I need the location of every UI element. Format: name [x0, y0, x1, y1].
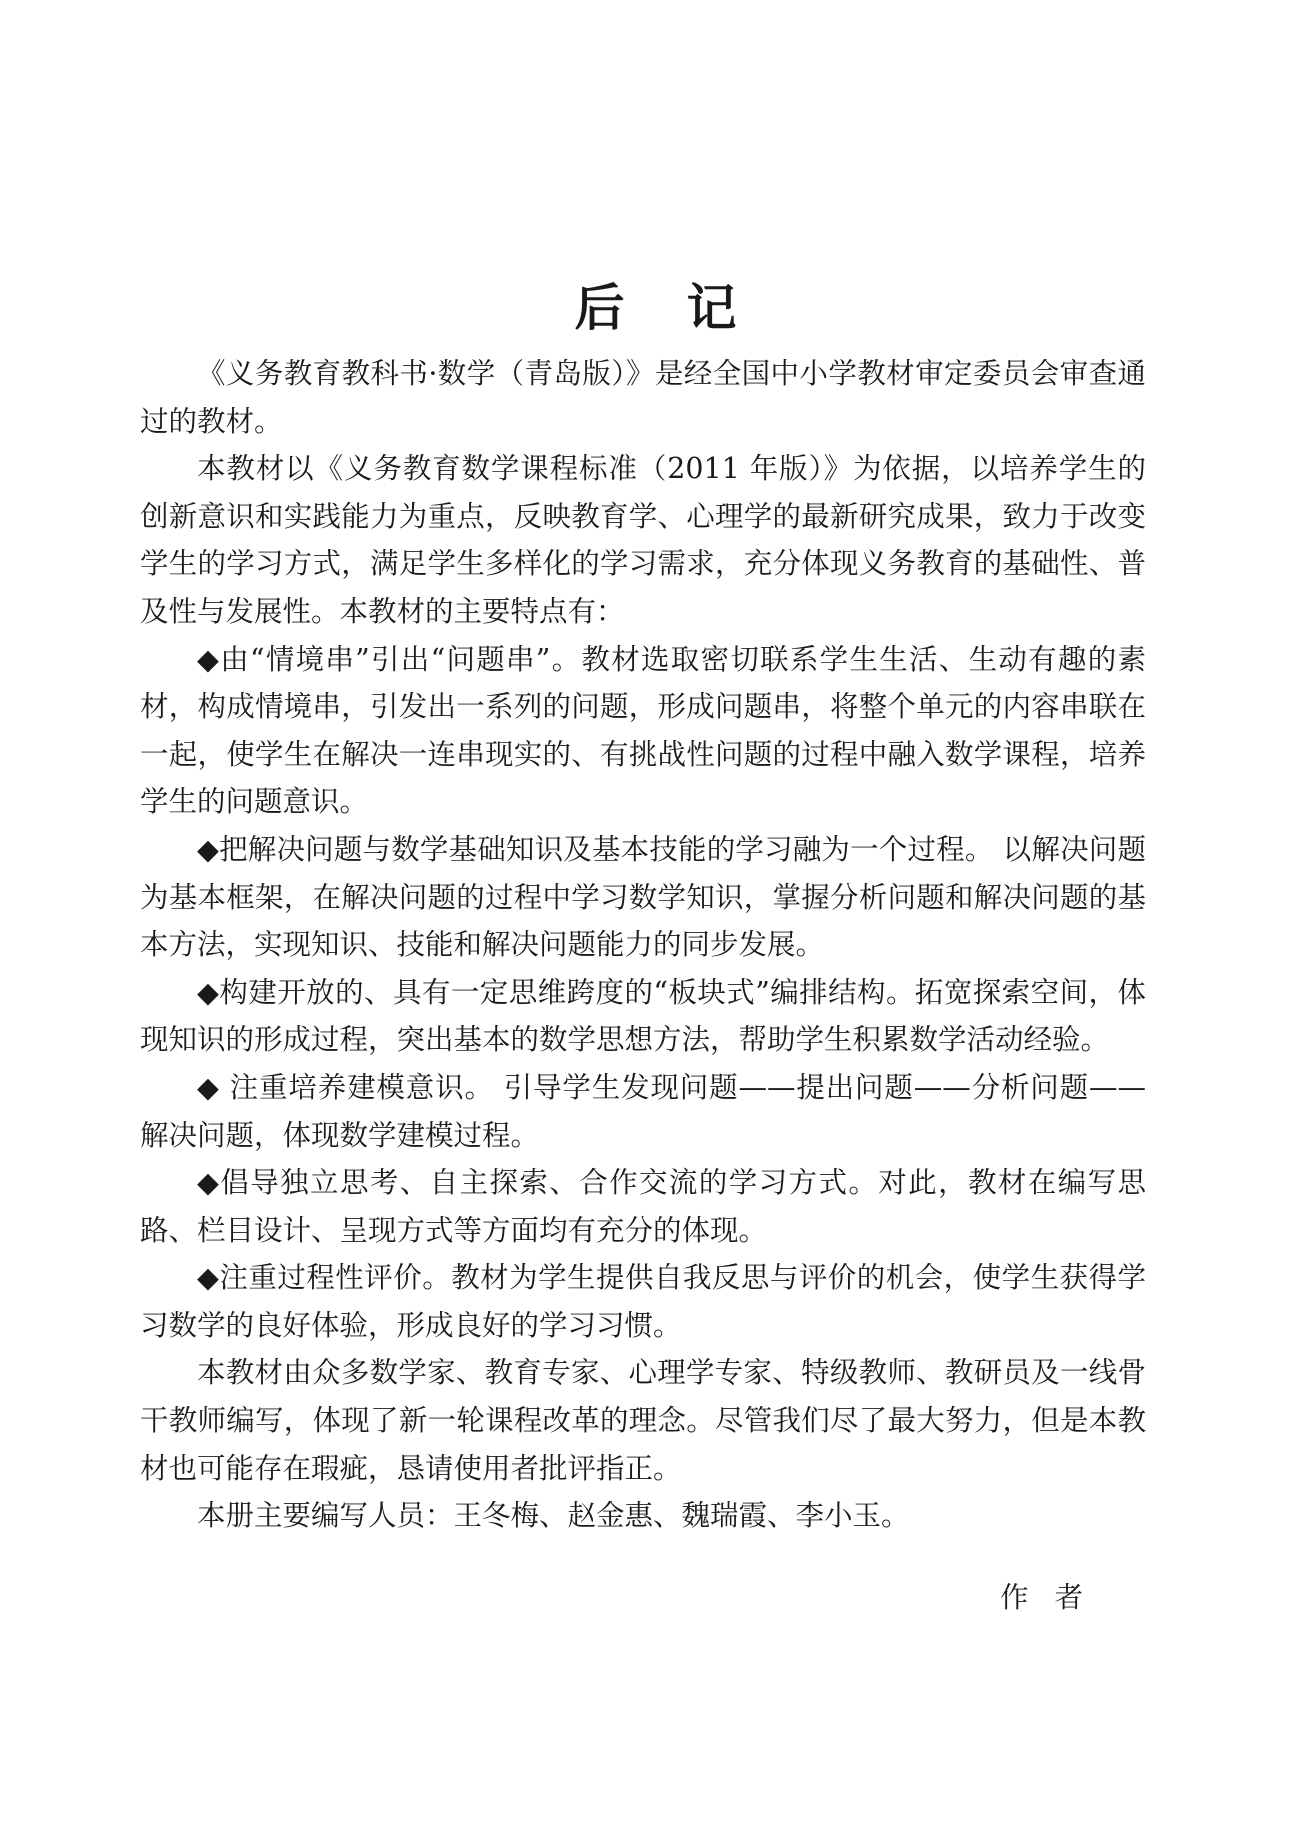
- feature-item: ◆由“情境串”引出“问题串”。教材选取密切联系学生生活、生动有趣的素材，构成情境串，引发出一系列的问题，形成问题串，将整个单元的内容串联在一起，使学生在解决一连串现实的、有挑战性问题的过程中融入数学课程，培养学生的问题意识。: [140, 642, 1146, 819]
- title-char-1: 后: [574, 278, 625, 337]
- feature-item: ◆把解决问题与数学基础知识及基本技能的学习融为一个过程。 以解决问题为基本框架，在解决问题的过程中学习数学知识，掌握分析问题和解决问题的基本方法，实现知识、技能和解决问题能力的同步发展。: [140, 832, 1146, 962]
- title-char-2: 记: [686, 278, 737, 337]
- signature-char-1: 作: [999, 1581, 1029, 1614]
- page-title: [0, 278, 1311, 338]
- feature-item: ◆倡导独立思考、自主探索、合作交流的学习方式。对此，教材在编写思路、栏目设计、呈现方式等方面均有充分的体现。: [140, 1166, 1146, 1247]
- feature-item: ◆构建开放的、具有一定思维跨度的“板块式”编排结构。拓宽探索空间，体现知识的形成过程，突出基本的数学思想方法，帮助学生积累数学活动经验。: [140, 975, 1146, 1057]
- signature: [0, 1578, 1083, 1618]
- signature-char-2: 者: [1054, 1581, 1083, 1614]
- feature-item: ◆ 注重培养建模意识。 引导学生发现问题——提出问题——分析问题——解决问题，体现数学建模过程。: [140, 1070, 1146, 1152]
- paragraph-intro: 《义务教育教科书·数学（青岛版）》是经全国中小学教材审定委员会审查通过的教材。: [140, 357, 1146, 438]
- paragraph-authors: 本教材由众多数学家、教育专家、心理学专家、特级教师、教研员及一线骨干教师编写，体现了新一轮课程改革的理念。尽管我们尽了最大努力，但是本教材也可能存在瑕疵，恳请使用者批评指正。: [140, 1356, 1146, 1485]
- paragraph-basis: 本教材以《义务教育数学课程标准（2011 年版）》为依据，以培养学生的创新意识和实践能力为重点，反映教育学、心理学的最新研究成果，致力于改变学生的学习方式，满足学生多样化的学习需求，充分体现义务教育的基础性、普及性与发展性。本教材的主要特点有：: [140, 452, 1146, 628]
- feature-item: ◆注重过程性评价。教材为学生提供自我反思与评价的机会，使学生获得学习数学的良好体验，形成良好的学习习惯。: [140, 1261, 1146, 1342]
- afterword-body: [140, 350, 1146, 1540]
- paragraph-editors: 本册主要编写人员：王冬梅、赵金惠、魏瑞霞、李小玉。: [197, 1499, 910, 1533]
